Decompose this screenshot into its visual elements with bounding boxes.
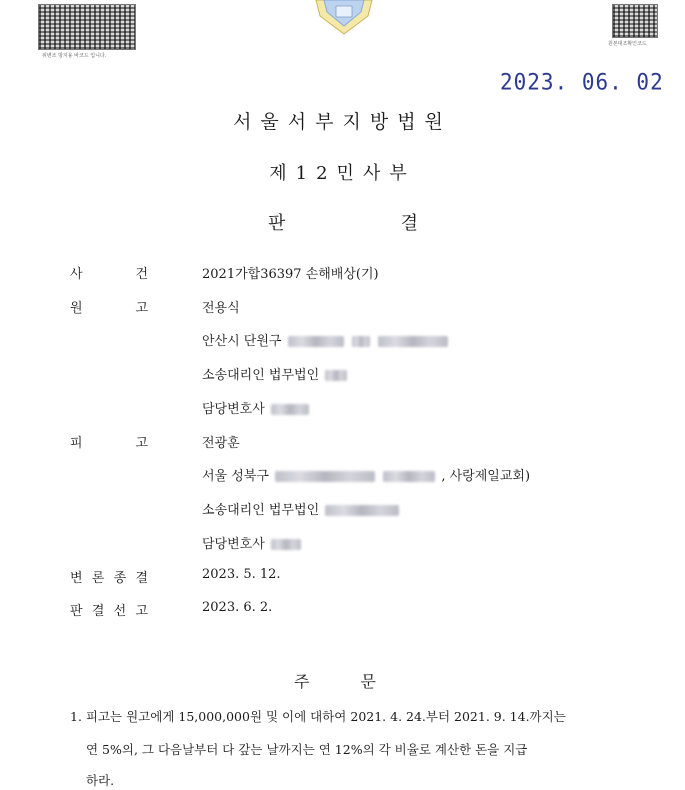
label-char: 결 — [135, 571, 148, 586]
verification-qr-code — [612, 4, 658, 38]
date-stamp: 2023. 06. 02 — [500, 69, 664, 95]
judgment-date: 2023. 6. 2. — [202, 600, 273, 615]
court-name: 서울서부지방법원 — [233, 111, 452, 133]
redacted-block — [352, 336, 370, 347]
division-name: 제12민사부 — [269, 163, 416, 184]
order-line: 하라. — [86, 773, 115, 788]
label-char: 론 — [91, 571, 105, 586]
label-char: 사 — [70, 267, 83, 282]
order-line: 연 5%의, 그 다음날부터 다 갚는 날까지는 연 12%의 각 비율로 계산한 돈을 지급 — [86, 742, 528, 757]
redacted-block — [383, 471, 435, 482]
counsel-text: 소송대리인 법무법인 — [202, 503, 320, 518]
plaintiff-label — [70, 297, 148, 316]
label-char: 결 — [91, 604, 105, 619]
security-barcode — [38, 4, 136, 50]
attorney-text: 담당변호사 — [202, 402, 265, 417]
defendant-name: 전광훈 — [202, 436, 240, 451]
label-char: 선 — [113, 604, 127, 619]
attorney-text: 담당변호사 — [202, 537, 265, 552]
hearing-closed-label — [70, 567, 148, 586]
title-char: 결 — [400, 213, 418, 234]
barcode-caption: 위변조 방지용 바코드 입니다. — [42, 53, 107, 59]
label-char: 피 — [70, 436, 83, 451]
label-char: 건 — [135, 267, 148, 282]
court-emblem-icon — [312, 0, 376, 34]
defendant-attorney — [202, 533, 303, 552]
plaintiff-attorney — [202, 398, 311, 417]
hearing-closed-date: 2023. 5. 12. — [202, 567, 281, 582]
label-char: 고 — [135, 604, 148, 619]
title-char: 판 — [268, 213, 286, 234]
plaintiff-address — [202, 330, 450, 349]
case-label — [70, 263, 148, 282]
document-title — [268, 209, 418, 235]
redacted-block — [378, 336, 448, 347]
order-heading — [294, 669, 376, 692]
address-suffix: , 사랑제일교회) — [441, 469, 531, 484]
label-char: 고 — [135, 436, 148, 451]
judgment-date-label — [70, 600, 148, 619]
plaintiff-counsel — [202, 364, 349, 383]
plaintiff-name: 전용식 — [202, 301, 240, 316]
defendant-address — [202, 465, 530, 484]
redacted-block — [271, 404, 309, 415]
redacted-block — [325, 370, 347, 381]
label-char: 변 — [70, 571, 83, 586]
label-char: 원 — [70, 301, 83, 316]
redacted-block — [275, 471, 375, 482]
defendant-label — [70, 432, 148, 451]
heading-char: 주 — [294, 672, 310, 691]
label-char: 종 — [113, 571, 127, 586]
label-char: 고 — [135, 301, 148, 316]
address-text: 안산시 단원구 — [202, 334, 282, 349]
redacted-block — [271, 539, 301, 550]
case-number: 2021가합36397 손해배상(기) — [202, 267, 379, 282]
order-line: 1. 피고는 원고에게 15,000,000원 및 이에 대하여 2021. 4. 24.부터 2021. 9. 14.까지는 — [70, 709, 566, 724]
heading-char: 문 — [360, 672, 376, 691]
defendant-counsel — [202, 499, 401, 518]
redacted-block — [325, 505, 399, 516]
label-char: 판 — [70, 604, 83, 619]
qr-caption: 원본대조확인코드 — [608, 41, 647, 47]
counsel-text: 소송대리인 법무법인 — [202, 368, 320, 383]
address-text: 서울 성북구 — [202, 469, 269, 484]
redacted-block — [288, 336, 344, 347]
